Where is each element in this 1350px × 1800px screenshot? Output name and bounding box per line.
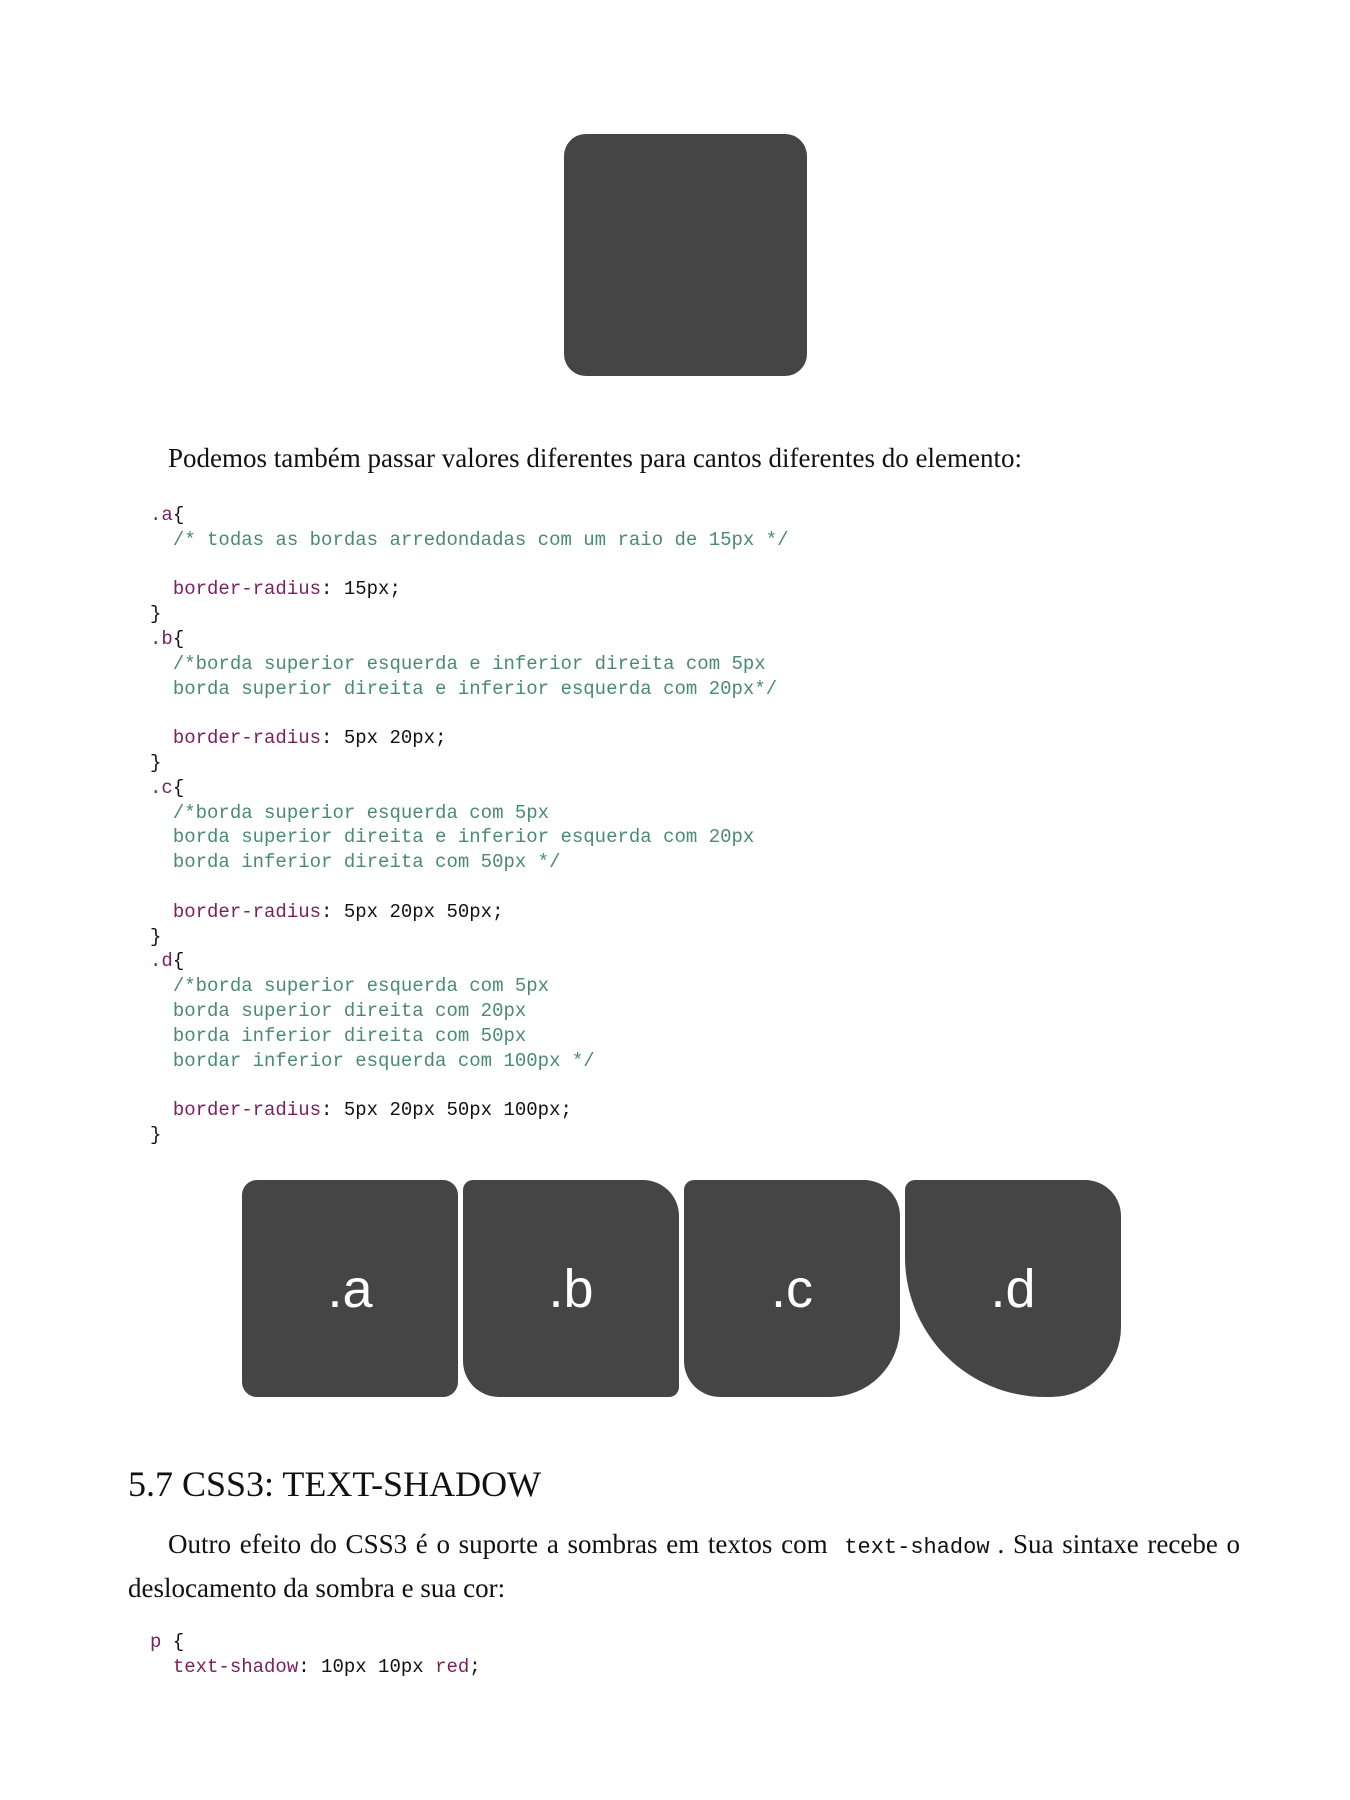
code-selector: .c xyxy=(150,776,173,799)
para-text-before: Outro efeito do CSS3 é o suporte a sombras em textos com xyxy=(168,1529,828,1559)
code-property: text-shadow xyxy=(172,1655,299,1678)
code-property: border-radius xyxy=(172,1099,322,1122)
intro-paragraph: Podemos também passar valores diferentes para cantos diferentes do elemento: xyxy=(168,443,1022,473)
code-comment: borda inferior direita com 50px xyxy=(172,1024,527,1047)
code-property: border-radius xyxy=(172,578,322,601)
code-semicolon: ; xyxy=(469,1655,481,1678)
code-brace: { xyxy=(161,1631,185,1653)
code-comment: borda inferior direita com 50px */ xyxy=(172,851,561,874)
code-value: : 5px 20px 50px 100px; xyxy=(321,1099,572,1122)
code-value: : 15px; xyxy=(321,578,401,601)
inline-code: text-shadow xyxy=(844,1535,990,1560)
code-brace: { xyxy=(172,776,185,799)
code-comment: borda superior direita e inferior esquerda com 20px xyxy=(172,826,755,849)
code-value: : 5px 20px; xyxy=(321,727,447,750)
example-box-c: .c xyxy=(684,1180,900,1397)
code-value: : 10px 10px xyxy=(298,1655,436,1678)
code-comment: bordar inferior esquerda com 100px */ xyxy=(172,1049,595,1072)
section-heading: 5.7 CSS3: TEXT-SHADOW xyxy=(128,1464,542,1504)
code-comment: /*borda superior esquerda com 5px xyxy=(172,975,550,998)
code-selector: p xyxy=(150,1631,162,1653)
code-value: : 5px 20px 50px; xyxy=(321,900,504,923)
code-comment: borda superior direita e inferior esquerda com 20px*/ xyxy=(172,677,778,700)
para-text-after: . Sua sintaxe recebe o deslocamento da sombra e sua cor: xyxy=(128,1529,1241,1603)
code-brace: { xyxy=(172,950,185,973)
code-brace: } xyxy=(150,751,162,774)
border-radius-examples xyxy=(242,1180,1122,1397)
code-block-text-shadow xyxy=(150,1630,481,1680)
code-comment: borda superior direita com 20px xyxy=(172,999,527,1022)
code-block-border-radius xyxy=(150,503,789,1148)
code-comment: /*borda superior esquerda com 5px xyxy=(172,801,550,824)
code-selector: .b xyxy=(150,627,173,650)
code-brace: } xyxy=(150,1123,162,1146)
code-brace: } xyxy=(150,603,162,626)
code-brace: } xyxy=(150,925,162,948)
code-comment: /* todas as bordas arredondadas com um raio de 15px */ xyxy=(172,528,789,551)
code-comment: /*borda superior esquerda e inferior direita com 5px xyxy=(172,652,766,675)
text-shadow-paragraph xyxy=(128,1524,1240,1608)
code-property: border-radius xyxy=(172,727,322,750)
code-property: border-radius xyxy=(172,900,322,923)
rounded-box-figure xyxy=(564,134,807,376)
code-brace: { xyxy=(172,504,185,526)
example-box-a: .a xyxy=(242,1180,458,1397)
code-selector: .d xyxy=(150,950,173,973)
example-box-b: .b xyxy=(463,1180,679,1397)
example-box-d: .d xyxy=(905,1180,1121,1397)
code-brace: { xyxy=(172,627,185,650)
code-color-keyword: red xyxy=(435,1655,470,1678)
code-selector: .a xyxy=(150,504,173,526)
